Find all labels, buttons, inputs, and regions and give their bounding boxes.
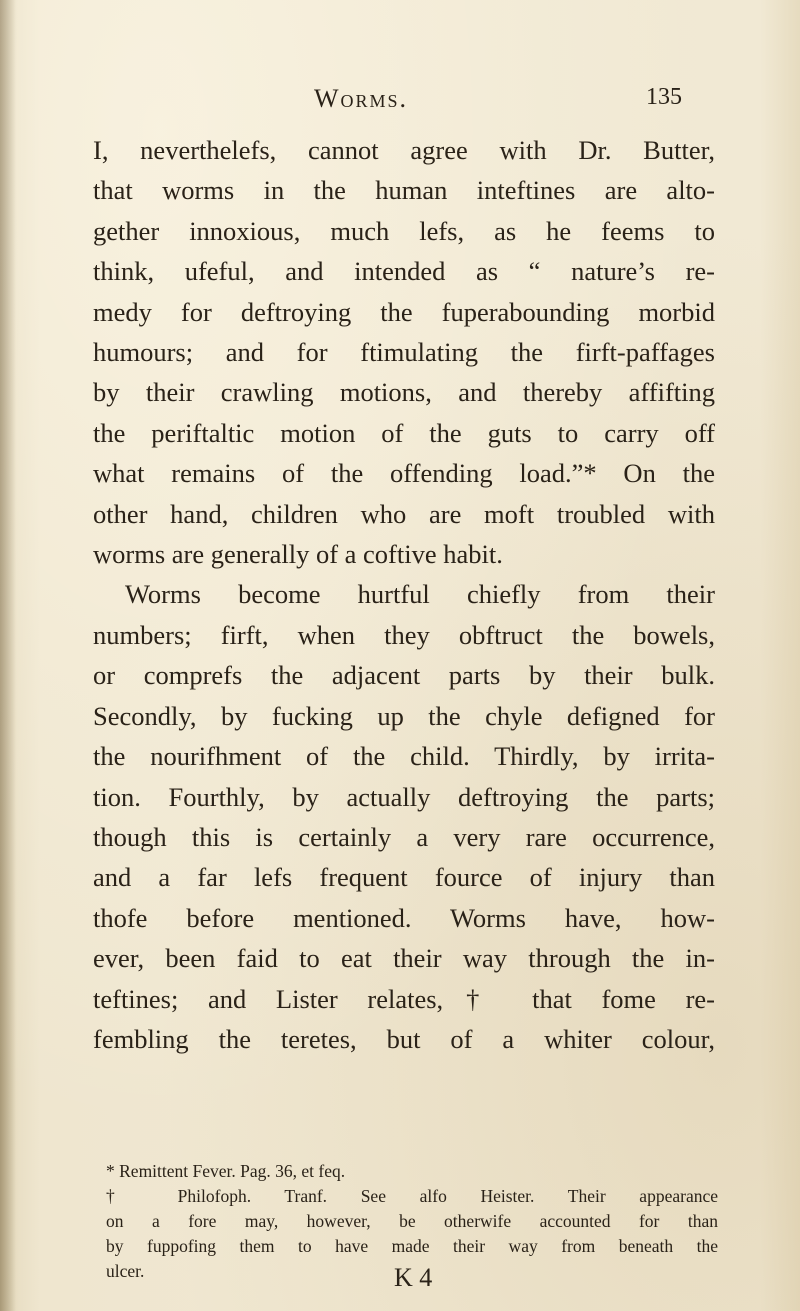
text-line: humours; and for ftimulating the firft-paffages bbox=[93, 337, 715, 368]
text-line: tion. Fourthly, by actually deftroying the parts; bbox=[93, 781, 715, 812]
signature-mark: K 4 bbox=[394, 1263, 433, 1292]
text-line: Secondly, by fucking up the chyle defigned for bbox=[93, 700, 715, 731]
text-line: teftines; and Lister relates,† that fome re- bbox=[93, 983, 715, 1014]
footnote-line: * Remittent Fever. Pag. 36, et feq. bbox=[106, 1161, 346, 1181]
text-line: numbers; firft, when they obftruct the bowels, bbox=[93, 619, 715, 650]
footnote-line: ulcer. bbox=[106, 1261, 145, 1281]
running-head: Worms. bbox=[314, 84, 409, 113]
body-text bbox=[93, 130, 715, 1059]
text-line: gether innoxious, much lefs, as he feems to bbox=[93, 215, 715, 246]
text-line: medy for deftroying the fuperabounding morbid bbox=[93, 296, 715, 327]
text-line: fembling the teretes, but of a whiter colour, bbox=[93, 1023, 715, 1054]
text-line: Worms become hurtful chiefly from their bbox=[125, 579, 715, 610]
text-line: and a far lefs frequent fource of injury than bbox=[93, 862, 715, 893]
footnote-line: † Philofoph. Tranf. See alfo Heister. Their appearance bbox=[106, 1186, 718, 1206]
text-line: worms are generally of a coftive habit. bbox=[93, 539, 503, 570]
text-line: the periftaltic motion of the guts to carry off bbox=[93, 417, 715, 448]
page-number: 135 bbox=[646, 84, 682, 110]
text-line: though this is certainly a very rare occurrence, bbox=[93, 821, 715, 852]
text-line: thofe before mentioned. Worms have, how- bbox=[93, 902, 715, 933]
text-line: I, neverthelefs, cannot agree with Dr. Butter, bbox=[93, 135, 715, 165]
text-line: the nourifhment of the child. Thirdly, by irrita- bbox=[93, 741, 715, 772]
text-line: think, ufeful, and intended as “ nature’s re- bbox=[93, 256, 715, 287]
text-line: ever, been faid to eat their way through the in- bbox=[93, 943, 715, 974]
footnote-line: on a fore may, however, be otherwife accounted for than bbox=[106, 1211, 718, 1231]
text-line: other hand, children who are moft troubled with bbox=[93, 498, 715, 529]
text-line: by their crawling motions, and thereby affifting bbox=[93, 377, 715, 408]
text-line: that worms in the human inteftines are alto- bbox=[93, 175, 715, 206]
page-header bbox=[0, 84, 800, 124]
footnote-line: by fuppofing them to have made their way from beneath the bbox=[106, 1236, 718, 1256]
text-line: what remains of the offending load.”* On the bbox=[93, 458, 715, 489]
text-line: or comprefs the adjacent parts by their bulk. bbox=[93, 660, 715, 691]
spine-shadow bbox=[0, 0, 16, 1311]
